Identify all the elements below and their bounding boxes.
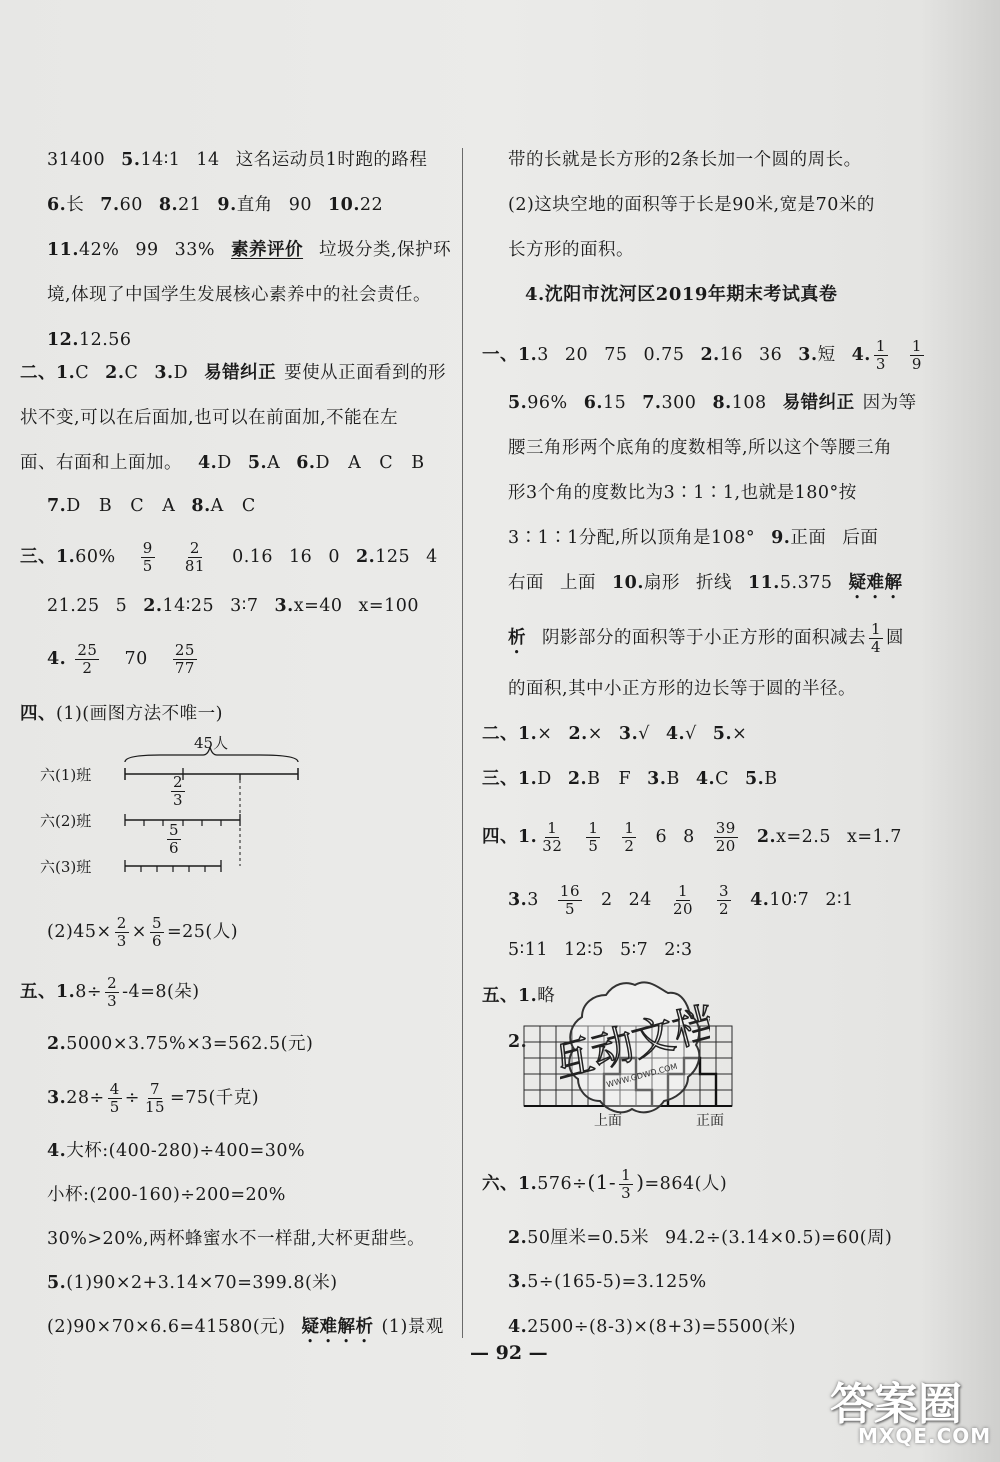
stamp-text: 互动文档 [560,997,710,1089]
answer-line: 腰三角形两个底角的度数相等,所以这个等腰三角 [508,438,893,458]
fraction: $\frac{2}{3}$ [116,914,127,950]
answer-line: 形3个角的度数比为3∶1∶1,也就是180°按 [508,483,857,503]
fraction: $\frac{25}{77}$ [174,641,195,677]
answer-line: 7.D B C A 8.A C [47,496,256,516]
answer-line: 2. [508,1032,528,1052]
stamp-url: WWW.GDWD.COM [605,1061,679,1090]
fraction: $\frac{7}{15}$ [144,1080,166,1116]
answer-line: 一、1.3 20 75 0.75 2.16 36 3.短 4. $\frac{1}{3}$ $\frac{1}{9}$ [482,337,922,373]
answer-line: 5∶11 12∶5 5∶7 2∶3 [508,940,693,960]
watermark-stamp [560,975,710,1125]
fraction: $\frac{1}{3}$ [875,337,886,373]
answer-line: 面、右面和上面加。 4.D 5.A 6.D A C B [20,453,425,473]
fraction: $\frac{1}{32}$ [542,819,563,855]
fraction: $\frac{39}{20}$ [715,819,736,855]
segment-diagram [40,734,340,888]
answer-line: 五、1.略 [482,986,556,1006]
answer-line: 析 阴影部分的面积等于小正方形的面积减去 $\frac{1}{4}$ 圆 [508,620,905,656]
fraction: $\frac{4}{5}$ [109,1080,120,1116]
fraction: $\frac{1}{3}$ [621,1166,632,1202]
answer-line: 4.大杯:(400-280)÷400=30% [47,1141,306,1161]
fraction: $\frac{1}{9}$ [911,337,922,373]
answer-line: 六、1.576÷(1- $\frac{1}{3}$ )=864(人) [482,1166,728,1202]
answer-line: (2)45× $\frac{2}{3}$ × $\frac{5}{6}$ =25(人) [47,914,239,950]
answer-line: 三、1.60% $\frac{9}{5}$ $\frac{2}{81}$ 0.16 16 0 2.125 4 [20,539,438,575]
fraction: $\frac{5}{6}$ [151,914,162,950]
answer-line: 4. $\frac{25}{2}$ 70 $\frac{25}{77}$ [47,641,195,677]
error-correction-label: 易错纠正 [204,363,277,383]
fraction: $\frac{25}{2}$ [77,641,98,677]
answer-line: 6.长 7.60 8.21 9.直角 90 10.22 [47,195,384,215]
fraction: $\frac{1}{20}$ [672,882,694,918]
literacy-label: 素养评价 [231,240,304,260]
answer-line: 4.2500÷(8-3)×(8+3)=5500(米) [508,1317,796,1337]
answer-line: 3∶1∶1分配,所以顶角是108° 9.正面 后面 [508,528,879,548]
answer-line: 四、(1)(画图方法不唯一) [20,704,223,724]
answer-line: 5.(1)90×2+3.14×70=399.8(米) [47,1273,338,1293]
fraction: $\frac{1}{4}$ [871,620,882,656]
diagram-fraction-5-6: $\frac{5}{6}$ [169,821,179,857]
watermark-corner-url: MXQE.COM [858,1424,992,1448]
answer-line: 带的长就是长方形的2条长加一个圆的周长。 [508,150,862,170]
answer-line: 11.42% 99 33% 素养评价 垃圾分类,保护环 [47,240,452,260]
page-number: — 92 — [470,1342,548,1364]
answer-line: 30%>20%,两杯蜂蜜水不一样甜,大杯更甜些。 [47,1229,426,1249]
fraction: $\frac{16}{5}$ [559,882,581,918]
answer-line: 12.12.56 [47,330,132,350]
difficulty-analysis-label: 疑难解 [848,573,903,593]
fraction: $\frac{3}{2}$ [719,882,730,918]
front-view-label: 正面 [696,1113,724,1129]
watermark-corner-title: 答案圈 [830,1379,962,1430]
fraction: $\frac{1}{2}$ [624,819,635,855]
answer-line: 31400 5.14∶1 14 这名运动员1时跑的路程 [47,150,428,170]
fraction: $\frac{9}{5}$ [142,539,153,575]
answer-line: 右面 上面 10.扇形 折线 11.5.375 疑难解 [508,573,903,593]
answer-line: 3.28÷ $\frac{4}{5}$ ÷ $\frac{7}{15}$ =75(千克) [47,1080,260,1116]
answer-line: (2)90×70×6.6=41580(元) 疑难解析 (1)景观 [47,1317,444,1337]
answer-line: 2.5000×3.75%×3=562.5(元) [47,1034,314,1054]
row-label-class2: 六(2)班 [40,812,92,830]
error-correction-label: 易错纠正 [782,393,855,413]
fraction: $\frac{2}{3}$ [107,974,118,1010]
answer-line: 21.25 5 2.14∶25 3∶7 3.x=40 x=100 [47,596,419,616]
answer-line: 3.3 $\frac{16}{5}$ 2 24 $\frac{1}{20}$ $\frac{3}{2}$ 4.10∶7 2∶1 [508,882,854,918]
answer-line: 二、1.C 2.C 3.D 易错纠正 要使从正面看到的形 [20,363,447,383]
stamp-svg [560,975,710,1125]
total-label: 45人 [194,734,229,752]
answer-line: 3.5÷(165-5)=3.125% [508,1272,707,1292]
answer-line: 状不变,可以在后面加,也可以在前面加,不能在左 [20,408,399,428]
fraction: $\frac{2}{81}$ [184,539,205,575]
answer-line: 5.96% 6.15 7.300 8.108 易错纠正 因为等 [508,393,917,413]
row-label-class3: 六(3)班 [40,858,92,876]
answer-line: 五、1.8÷ $\frac{2}{3}$ -4=8(朵) [20,974,200,1010]
answer-line: 境,体现了中国学生发展核心素养中的社会责任。 [47,285,432,305]
answer-line: 二、1.× 2.× 3.√ 4.√ 5.× [482,724,748,744]
answer-line: 2.50厘米=0.5米 94.2÷(3.14×0.5)=60(周) [508,1228,893,1248]
row-label-class1: 六(1)班 [40,766,92,784]
answer-line: (2)这块空地的面积等于长是90米,宽是70米的 [508,195,875,215]
watermark-corner [820,1368,1000,1462]
answer-line: 长方形的面积。 [508,240,634,260]
difficulty-analysis-label: 疑难解析 [301,1317,374,1337]
section-title: 4.沈阳市沈河区2019年期末考试真卷 [525,284,838,305]
answer-line: 的面积,其中小正方形的边长等于圆的半径。 [508,679,857,699]
top-view-label: 上面 [594,1113,622,1129]
fraction: $\frac{1}{5}$ [588,819,599,855]
answer-line: 小杯:(200-160)÷200=20% [47,1185,286,1205]
answer-line: 三、1.D 2.B F 3.B 4.C 5.B [482,769,778,789]
answer-line: 四、1. $\frac{1}{32}$ $\frac{1}{5}$ $\frac{1}{2}$ 6 8 $\frac{39}{20}$ 2.x=2.5 x=1.7 [482,819,902,855]
diagram-fraction-2-3: $\frac{2}{3}$ [173,773,183,809]
column-divider [462,148,463,1338]
